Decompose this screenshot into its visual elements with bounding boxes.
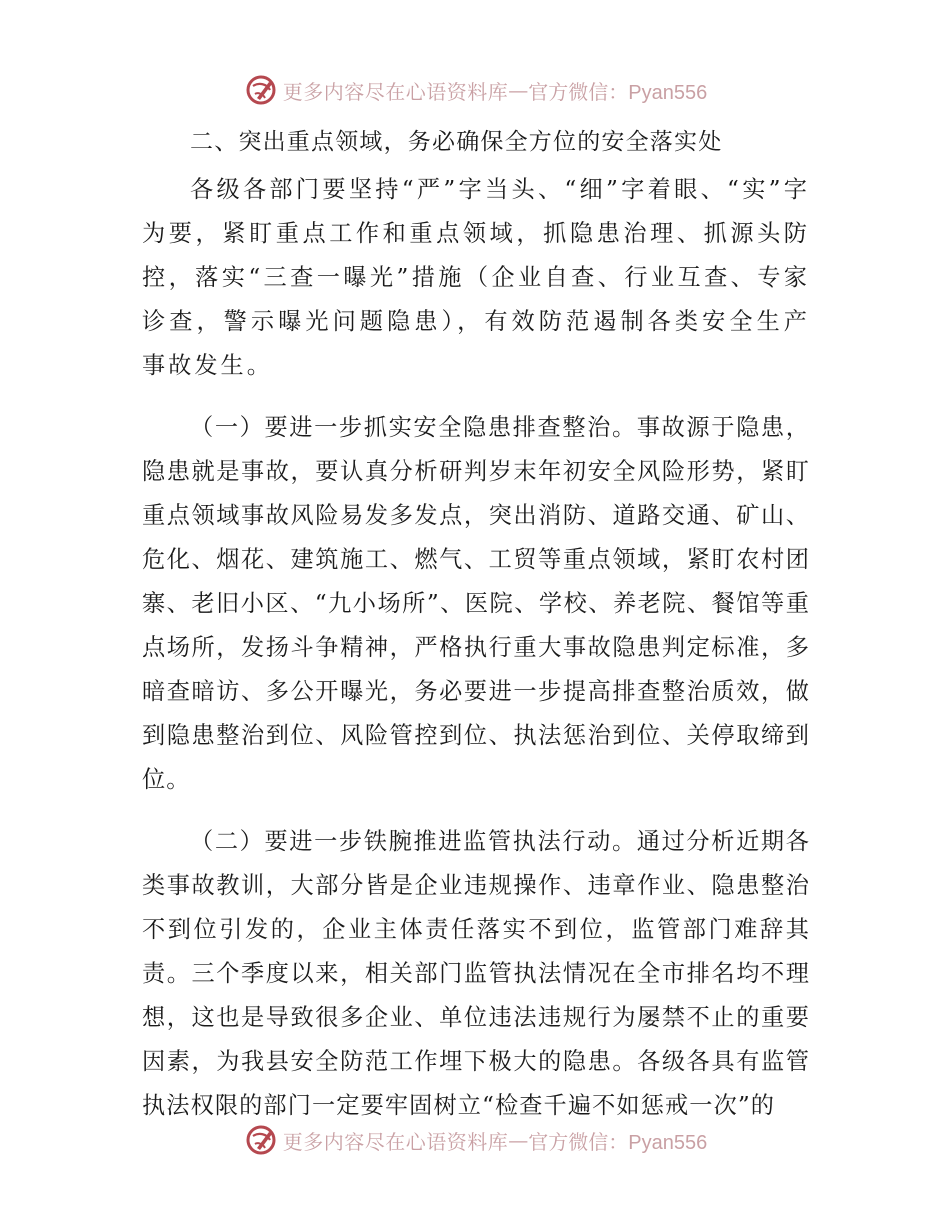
logo-icon (243, 72, 279, 108)
watermark-separator: — (508, 78, 529, 102)
logo-icon (243, 1122, 279, 1158)
watermark-wechat: 官方微信：Pyan556 (528, 1131, 708, 1154)
watermark-text: 更多内容尽在心语资料库 (282, 79, 509, 104)
section-heading: 二、突出重点领域，务必确保全方位的安全落实处 (190, 129, 723, 155)
watermark-separator: — (508, 1128, 529, 1152)
paragraph-intro: 各级各部门要坚持“严”字当头、“细”字着眼、“实”字为要，紧盯重点工作和重点领域，抓隐患治理、抓源头防控，落实“三查一曝光”措施（企业自查、行业互查、专家诊查，警示曝光问题隐患），有效防范遏制各类安全生产事故发生。 (142, 176, 810, 379)
watermark-banner-bottom (0, 1120, 950, 1160)
paragraph-item-1: （一）要进一步抓实安全隐患排查整治。事故源于隐患，隐患就是事故，要认真分析研判岁末年初安全风险形势，紧盯重点领域事故风险易发多发点，突出消防、道路交通、矿山、危化、烟花、建筑施工、燃气、工贸等重点领域，紧盯农村团寨、老旧小区、“九小场所”、医院、学校、养老院、餐馆等重点场所，发扬斗争精神，严格执行重大事故隐患判定标准，多暗查暗访、多公开曝光，务必要进一步提高排查整治质效，做到隐患整治到位、风险管控到位、执法惩治到位、关停取缔到位。 (142, 414, 810, 793)
watermark-text: 更多内容尽在心语资料库 (282, 1129, 509, 1154)
watermark-wechat: 官方微信：Pyan556 (528, 81, 708, 104)
watermark-banner-top (0, 70, 950, 110)
paragraph-item-2: （二）要进一步铁腕推进监管执法行动。通过分析近期各类事故教训，大部分皆是企业违规操作、违章作业、隐患整治不到位引发的，企业主体责任落实不到位，监管部门难辞其责。三个季度以来，相关部门监管执法情况在全市排名均不理想，这也是导致很多企业、单位违法违规行为屡禁不止的重要因素，为我县安全防范工作埋下极大的隐患。各级各具有监管执法权限的部门一定要牢固树立“检查千遍不如惩戒一次”的 (142, 828, 810, 1119)
document-body (142, 120, 810, 1144)
